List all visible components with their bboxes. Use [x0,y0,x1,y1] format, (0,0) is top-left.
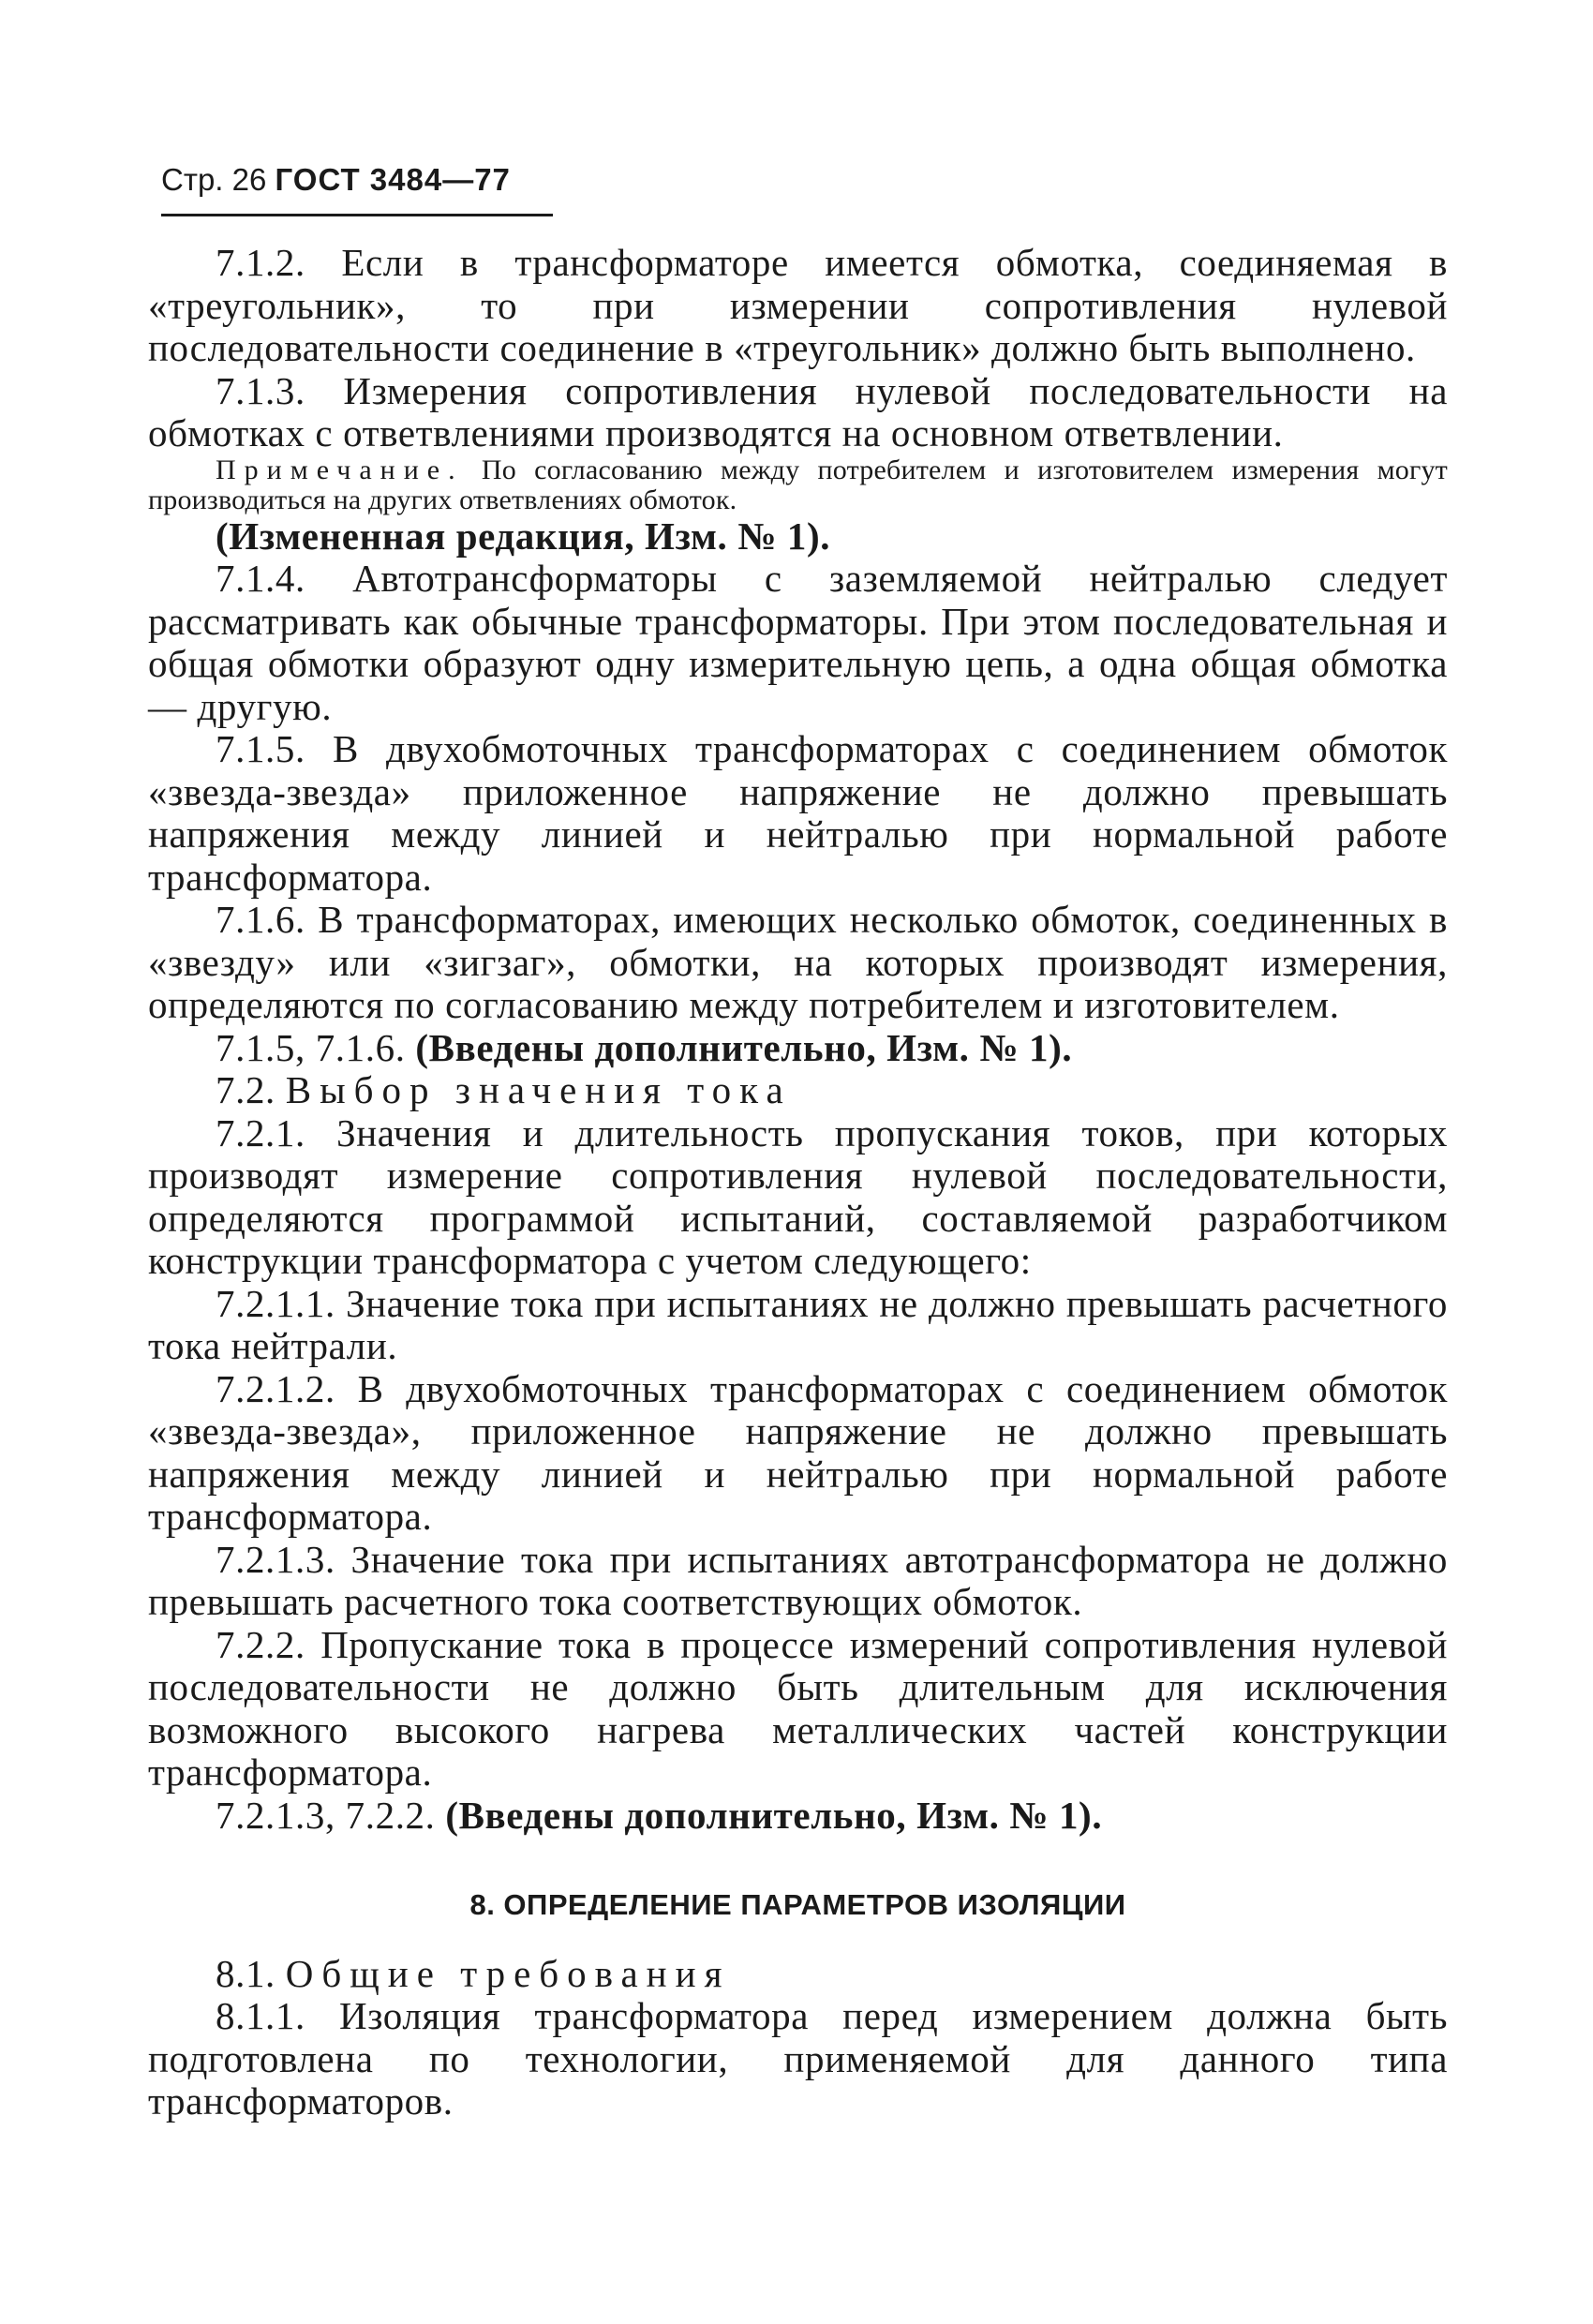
paragraph-7-1-5: 7.1.5. В двухобмоточных трансформаторах с соединением обмоток «звезда-звезда» приложенное напряжение не должно превышать напряжения между линией и нейтралью при нормальной работе трансформатора. [148,727,1448,899]
amendment-ref-2: 7.1.5, 7.1.6. [216,1025,406,1069]
note-label: Примечание. [216,454,464,485]
page-header [161,161,555,199]
paragraph-7-2-1-2: 7.2.1.2. В двухобмоточных трансформаторах с соединением обмоток «звезда-звезда», приложенное напряжение не должно превышать напряжения между линией и нейтралью при нормальной работе трансформатора. [148,1366,1448,1538]
paragraph-7-2-1-3: 7.2.1.3. Значение тока при испытаниях автотрансформатора не должно превышать расчетного тока соответствующих обмоток. [148,1537,1448,1623]
standard-code: ГОСТ 3484—77 [275,162,511,197]
note [148,455,1448,515]
subsection-7-2-title [148,1069,1448,1112]
paragraph-7-1-2: 7.1.2. Если в трансформаторе имеется обмотка, соединяемая в «треугольник», то при измерении сопротивления нулевой последовательности соединение в «треугольник» должно быть выполнено. [148,241,1448,369]
section-8-heading: 8. ОПРЕДЕЛЕНИЕ ПАРАМЕТРОВ ИЗОЛЯЦИИ [469,1888,1126,1921]
amendment-note-2 [148,1027,1448,1070]
subsection-7-2-number: 7.2. [216,1068,275,1111]
paragraph-7-1-4: 7.1.4. Автотрансформаторы с заземляемой нейтралью следует рассматривать как обычные трансформаторы. При этом последовательная и общая обмотки образуют одну измерительную цепь, а одна общая обмотка — другую. [148,557,1448,728]
page-number: Стр. 26 [161,162,267,197]
amendment-note-3 [148,1795,1448,1838]
subsection-8-1-number: 8.1. [216,1951,275,1995]
amendment-note-1: (Измененная редакция, Изм. № 1). [216,514,831,558]
paragraph-7-2-1: 7.2.1. Значения и длительность пропускания токов, при которых производят измерение сопротивления нулевой последовательности, определяются программой испытаний, составляемой разработчиком конструкции трансформатора с учетом следующего: [148,1110,1448,1282]
paragraph-7-1-6: 7.1.6. В трансформаторах, имеющих несколько обмоток, соединенных в «звезду» или «зигзаг», обмотки, на которых производят измерения, определяются по согласованию между потребителем и изготовителем. [148,898,1448,1026]
header-rule [161,214,553,216]
amendment-ref-3: 7.2.1.3, 7.2.2. [216,1793,436,1837]
paragraph-7-2-2: 7.2.2. Пропускание тока в процессе измерений сопротивления нулевой последовательности не должно быть длительным для исключения возможного высокого нагрева металлических частей конструкции трансформатора. [148,1622,1448,1794]
document-body [148,242,1448,2123]
subsection-8-1-heading: Общие требования [285,1951,731,1995]
paragraph-7-1-3: 7.1.3. Измерения сопротивления нулевой последовательности на обмотках с ответвлениями производятся на основном ответвлении. [148,368,1448,454]
paragraph-8-1-1: 8.1.1. Изоляция трансформатора перед измерением должна быть подготовлена по технологии, применяемой для данного типа трансформаторов. [148,1994,1448,2123]
note-text: По согласованию между потребителем и изготовителем измерения могут производиться на других ответвлениях обмоток. [148,454,1448,515]
amendment-text-2: (Введены дополнительно, Изм. № 1). [415,1025,1073,1069]
subsection-8-1-title [148,1953,1448,1996]
paragraph-7-2-1-1: 7.2.1.1. Значение тока при испытаниях не должно превышать расчетного тока нейтрали. [148,1281,1448,1367]
subsection-7-2-heading: Выбор значения тока [285,1068,792,1111]
amendment-text-3: (Введены дополнительно, Изм. № 1). [445,1793,1103,1837]
